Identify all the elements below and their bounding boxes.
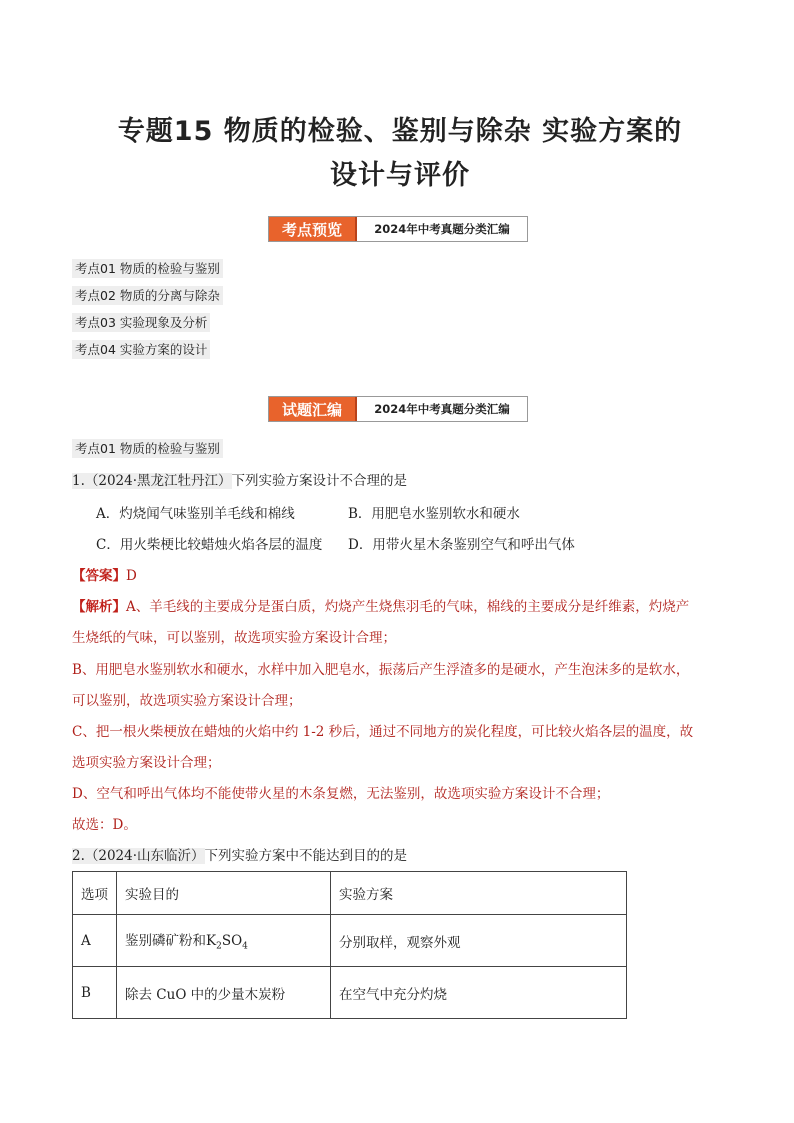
q2-row-b-option: B: [73, 967, 117, 1019]
q1-option-c: C．用火柴梗比较蜡烛火焰各层的温度: [96, 537, 323, 553]
q1-stem: 下列实验方案设计不合理的是: [231, 473, 408, 489]
banner-preview: [268, 216, 528, 242]
q1-analysis-label: 【解析】: [72, 599, 126, 615]
q1-answer-label: 【答案】: [72, 568, 126, 584]
banner-questions-tag: 试题汇编: [269, 397, 357, 421]
q2-row-a-option: A: [73, 915, 117, 967]
q2-row-b-plan: 在空气中充分灼烧: [331, 967, 627, 1019]
q2-header-plan: 实验方案: [331, 872, 627, 915]
q2-table: [72, 871, 627, 1019]
q1-analysis-line-2: 生烧纸的气味，可以鉴别，故选项实验方案设计合理；: [72, 630, 396, 646]
kaodian-item-3: 考点03 实验现象及分析: [72, 313, 210, 332]
title-line-2: 设计与评价: [330, 160, 470, 191]
q2-row-a-plan: 分别取样，观察外观: [331, 915, 627, 967]
q2-row-a-goal: 鉴别磷矿粉和$K_2SO_4$: [117, 915, 331, 967]
q1-analysis-line-5: C、把一根火柴梗放在蜡烛的火焰中约 1-2 秒后，通过不同地方的炭化程度，可比较火焰各层的温度，故: [72, 724, 694, 740]
section-heading: 考点01 物质的检验与鉴别: [72, 439, 223, 458]
q1-analysis-line-4: 可以鉴别，故选项实验方案设计合理；: [72, 693, 302, 709]
page-title: [80, 110, 720, 198]
q2-header-option: 选项: [73, 872, 117, 915]
q1-stem-line: [72, 471, 407, 491]
banner-preview-tag: 考点预览: [269, 217, 357, 241]
q1-conclusion: 故选：D。: [72, 817, 137, 833]
q1-analysis-text-1: A、羊毛线的主要成分是蛋白质，灼烧产生烧焦羽毛的气味，棉线的主要成分是纤维素，灼烧产: [126, 599, 690, 615]
q1-option-d: D．用带火星木条鉴别空气和呼出气体: [348, 537, 575, 553]
banner-questions: [268, 396, 528, 422]
q1-analysis-line-3: B、用肥皂水鉴别软水和硬水，水样中加入肥皂水，振荡后产生浮渣多的是硬水，产生泡沫多的是软水，: [72, 662, 690, 678]
q1-option-b: B．用肥皂水鉴别软水和硬水: [348, 506, 520, 522]
q1-analysis-line-6: 选项实验方案设计合理；: [72, 755, 221, 771]
q2-stem-line: [72, 846, 407, 866]
q2-row-b-goal: 除去 CuO 中的少量木炭粉: [117, 967, 331, 1019]
q1-analysis-line-1: [72, 597, 689, 617]
q2-table-header-row: [73, 872, 627, 915]
title-line-1: 专题15 物质的检验、鉴别与除杂 实验方案的: [117, 116, 683, 147]
banner-preview-subtitle: 2024年中考真题分类汇编: [374, 222, 510, 236]
q1-source: 1.（2024·黑龙江牡丹江）: [72, 473, 232, 489]
q2-stem: 下列实验方案中不能达到目的的是: [204, 848, 408, 864]
banner-questions-subtitle: 2024年中考真题分类汇编: [374, 402, 510, 416]
q1-answer-value: D: [126, 568, 137, 584]
q2-source: 2.（2024·山东临沂）: [72, 848, 205, 864]
kaodian-item-4: 考点04 实验方案的设计: [72, 340, 210, 359]
table-row: [73, 967, 627, 1019]
q1-analysis-line-7: D、空气和呼出气体均不能使带火星的木条复燃，无法鉴别，故选项实验方案设计不合理；: [72, 786, 610, 802]
table-row: [73, 915, 627, 967]
q1-option-a: A．灼烧闻气味鉴别羊毛线和棉线: [96, 506, 295, 522]
q2-header-goal: 实验目的: [117, 872, 331, 915]
kaodian-item-2: 考点02 物质的分离与除杂: [72, 286, 223, 305]
kaodian-item-1: 考点01 物质的检验与鉴别: [72, 259, 223, 278]
q1-answer: [72, 566, 137, 586]
